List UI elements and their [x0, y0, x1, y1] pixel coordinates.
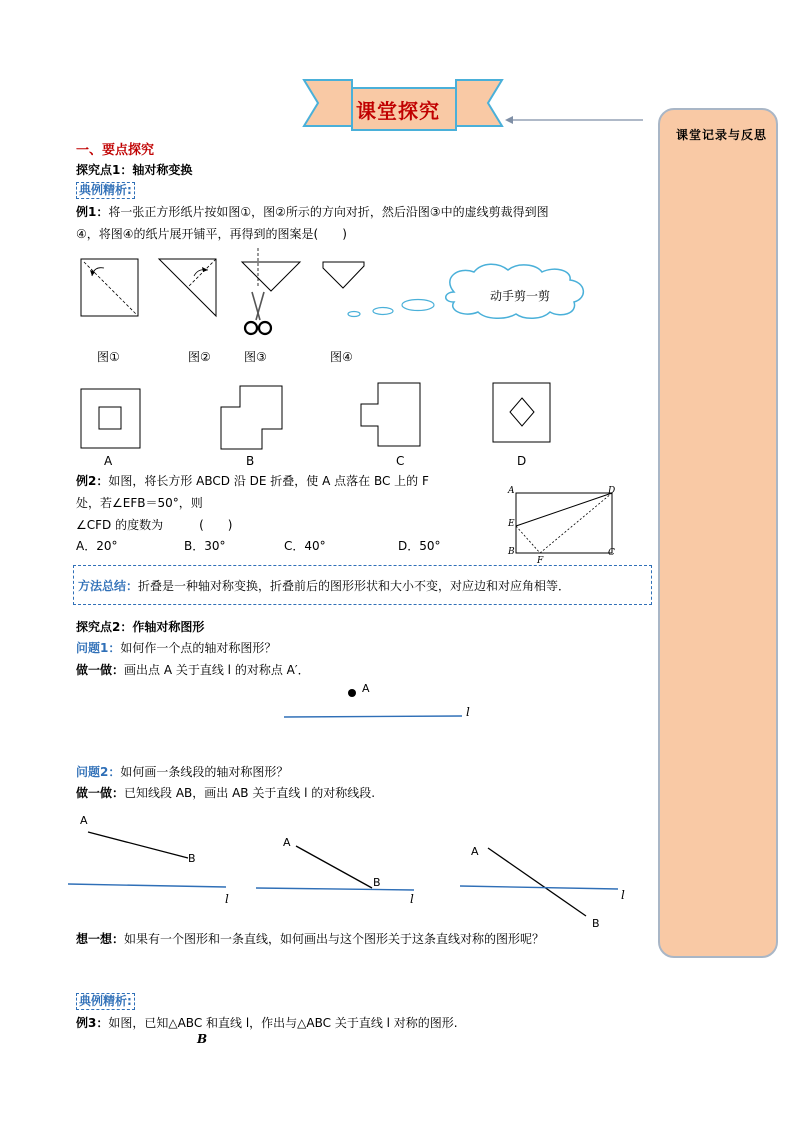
example1-text1: 将一张正方形纸片按如图①，图②所示的方向对折，然后沿图③中的虚线剪裁得到图 — [108, 205, 549, 219]
fig-label-3: 图③ — [244, 350, 267, 364]
method-summary-text: 折叠是一种轴对称变换，折叠前后的图形形状和大小不变，对应边和对应角相等． — [138, 579, 571, 593]
fig-pt-c: C — [608, 548, 615, 558]
example3 — [76, 1016, 458, 1030]
example2-label: 例2： — [76, 474, 109, 488]
method-summary-box — [73, 565, 652, 605]
option-b: B．30° — [184, 539, 226, 553]
thought-cloud — [346, 264, 626, 320]
option-a: A．20° — [76, 539, 118, 553]
choice-label-b: B — [246, 454, 255, 468]
option-d: D．50° — [398, 539, 441, 553]
example2-text1: 如图，将长方形 ABCD 沿 DE 折叠，使 A 点落在 BC 上的 F — [108, 474, 429, 488]
arrow-left-icon — [505, 114, 645, 126]
seg3-label-a: A — [471, 845, 479, 858]
point1-heading: 探究点1：轴对称变换 — [76, 163, 193, 177]
figure-1 — [80, 258, 140, 318]
question1 — [76, 641, 276, 655]
line-l-label: l — [466, 705, 470, 719]
example2-line1 — [76, 474, 429, 488]
point2-heading: 探究点2：作轴对称图形 — [76, 620, 205, 634]
fig-label-2: 图② — [188, 350, 211, 364]
segment-figure-2 — [256, 838, 426, 898]
method-summary — [78, 577, 570, 594]
seg1-label-a: A — [80, 814, 88, 827]
choice-label-a: A — [104, 454, 113, 468]
choice-d-figure — [492, 382, 552, 444]
try2-label: 做一做： — [76, 786, 125, 800]
fig-pt-e: E — [508, 519, 515, 529]
question2-text: 如何画一条线段的轴对称图形？ — [120, 765, 289, 779]
example2-line2: 处，若∠EFB＝50°，则 — [76, 496, 203, 510]
seg2-label-a: A — [283, 836, 291, 849]
example1-label: 例1： — [76, 205, 109, 219]
question2 — [76, 765, 288, 779]
seg2-label-l: l — [410, 892, 414, 906]
segment-figure-1 — [68, 820, 238, 900]
seg1-label-l: l — [225, 892, 229, 906]
example1-line2: ④，将图④的纸片展开铺平，再得到的图案是( ) — [76, 227, 347, 241]
example-tag: 典例精析: — [76, 182, 135, 199]
choice-label-d: D — [517, 454, 527, 468]
try2-text: 已知线段 AB，画出 AB 关于直线 l 的对称线段. — [124, 786, 376, 800]
choice-a-figure — [80, 388, 142, 450]
example2-line3: ∠CFD 的度数为 ( ) — [76, 518, 233, 532]
cloud-text: 动手剪一剪 — [490, 289, 551, 303]
seg2-label-b: B — [373, 876, 381, 889]
fig-pt-a: A — [508, 486, 515, 496]
segment-figure-3 — [460, 840, 630, 920]
banner-title: 课堂探究 — [356, 99, 440, 123]
method-summary-label: 方法总结： — [78, 579, 139, 593]
figure-2 — [158, 258, 218, 318]
example-tag-2: 典例精析: — [76, 993, 135, 1010]
seg1-label-b: B — [188, 852, 196, 865]
point-a-label: A — [362, 682, 370, 695]
try2 — [76, 786, 375, 800]
scissors-icon — [242, 290, 274, 340]
choice-c-figure — [360, 382, 422, 448]
point-line-figure — [284, 684, 474, 724]
try1 — [76, 663, 310, 677]
example1-line1 — [76, 205, 549, 219]
think-text: 如果有一个图形和一条直线，如何画出与这个图形关于这条直线对称的图形呢？ — [124, 932, 545, 946]
fig-label-1: 图① — [97, 350, 120, 364]
try1-text: 画出点 A 关于直线 l 的对称点 A′． — [124, 663, 310, 677]
seg3-label-b: B — [592, 917, 600, 930]
example3-text: 如图，已知△ABC 和直线 l，作出与△ABC 关于直线 l 对称的图形. — [108, 1016, 458, 1030]
fig-pt-b: B — [508, 547, 515, 557]
question1-label: 问题1： — [76, 641, 121, 655]
choice-b-figure — [220, 385, 284, 451]
example3-point-b: B — [197, 1032, 208, 1046]
notes-sidebar — [658, 108, 778, 958]
try1-label: 做一做： — [76, 663, 125, 677]
question2-label: 问题2： — [76, 765, 121, 779]
seg3-label-l: l — [621, 888, 625, 902]
fig-pt-f: F — [537, 556, 544, 566]
choice-label-c: C — [396, 454, 405, 468]
sidebar-label: 课堂记录与反思 — [676, 128, 768, 142]
think — [76, 932, 544, 946]
example3-label: 例3： — [76, 1016, 109, 1030]
section-heading: 一、要点探究 — [76, 143, 155, 158]
think-label: 想一想： — [76, 932, 125, 946]
option-c: C．40° — [284, 539, 326, 553]
fig-pt-d: D — [608, 486, 616, 496]
question1-text: 如何作一个点的轴对称图形？ — [120, 641, 277, 655]
fig-label-4: 图④ — [330, 350, 353, 364]
